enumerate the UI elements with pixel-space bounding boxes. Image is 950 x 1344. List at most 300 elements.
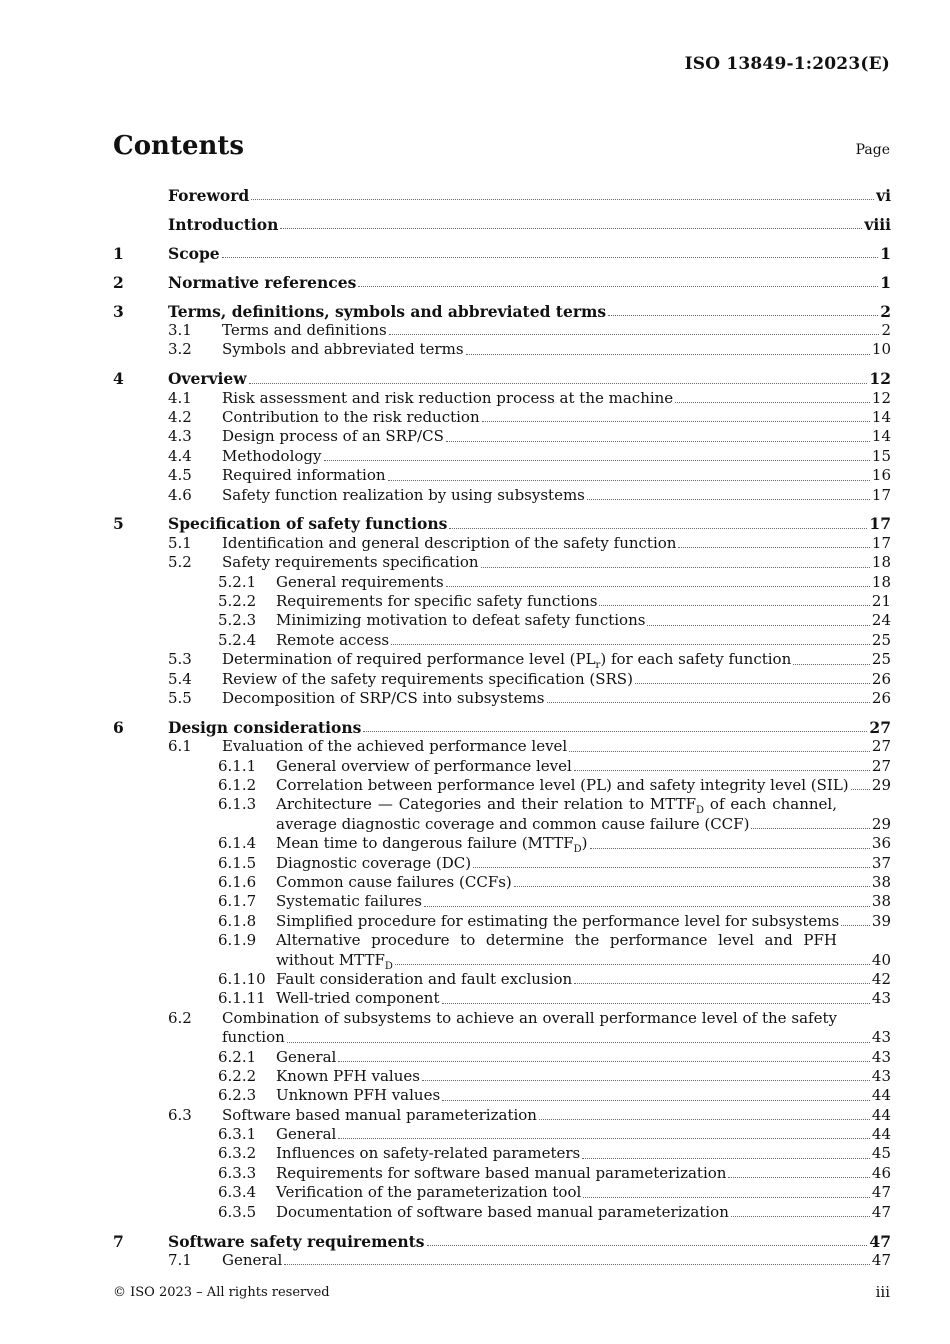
toc-entry-title bbox=[222, 689, 545, 708]
toc-entry-title bbox=[276, 1144, 580, 1163]
toc-entry-page: 47 bbox=[869, 1231, 891, 1251]
toc-entry-title-part: average diagnostic coverage and common cause failure (CCF) bbox=[276, 814, 750, 833]
page-title: Contents bbox=[113, 131, 245, 161]
toc-entry-page: 46 bbox=[871, 1163, 891, 1182]
toc-entry-page: 26 bbox=[871, 669, 891, 688]
dot-leader bbox=[442, 1100, 870, 1101]
toc-entry[interactable] bbox=[113, 514, 891, 533]
toc-entry-title-part: Mean time to dangerous failure (MTTF bbox=[276, 834, 574, 853]
toc-entry-page: 47 bbox=[871, 1183, 891, 1202]
toc-entry-page: 36 bbox=[871, 834, 891, 853]
toc-entry-title-part: Fault consideration and fault exclusion bbox=[276, 969, 573, 988]
toc-entry-line bbox=[222, 447, 891, 466]
dot-leader bbox=[608, 315, 878, 316]
toc-entry-title bbox=[222, 427, 444, 446]
toc-entry-title bbox=[276, 854, 471, 873]
toc-entry-line bbox=[222, 389, 891, 408]
toc-entry-title-part: function bbox=[222, 1028, 285, 1047]
toc-entry-title-part: Required information bbox=[222, 466, 386, 485]
toc-entry-title bbox=[222, 1106, 537, 1125]
toc-entry-line bbox=[276, 757, 891, 776]
toc-entry-title bbox=[276, 892, 422, 911]
toc-entry-line bbox=[222, 340, 891, 359]
dot-leader bbox=[363, 731, 867, 732]
toc-entry-number: 6.1.4 bbox=[218, 834, 257, 853]
toc-entry-number: 6.1.11 bbox=[218, 989, 266, 1008]
toc-entry-line bbox=[276, 1164, 891, 1183]
toc-entry-title-part: ) bbox=[581, 834, 588, 853]
toc-entry-title-part: General bbox=[276, 1125, 337, 1144]
dot-leader bbox=[751, 828, 869, 829]
toc-entry[interactable] bbox=[113, 892, 891, 911]
toc-entry-page: 38 bbox=[871, 892, 891, 911]
dot-leader bbox=[446, 586, 870, 587]
toc-entry-line bbox=[222, 1106, 891, 1125]
toc-entry[interactable] bbox=[113, 1028, 891, 1047]
toc-entry-page: 47 bbox=[871, 1250, 891, 1269]
toc-entry[interactable] bbox=[113, 553, 891, 572]
toc-entry-title bbox=[276, 1086, 440, 1105]
dot-leader bbox=[635, 683, 870, 684]
toc-entry-page: 43 bbox=[871, 1066, 891, 1085]
toc-entry-page: 27 bbox=[869, 717, 891, 737]
toc-entry[interactable] bbox=[113, 912, 891, 931]
toc-entry-title-part: Contribution to the risk reduction bbox=[222, 408, 480, 427]
toc-entry-title-part: Common cause failures (CCFs) bbox=[276, 873, 512, 891]
toc-entry[interactable] bbox=[113, 186, 891, 205]
toc-entry-title-part: Simplified procedure for estimating the performance level for subsystems bbox=[276, 911, 840, 930]
toc-entry-title bbox=[276, 912, 839, 931]
toc-entry-title-start bbox=[276, 795, 837, 817]
toc-entry-title-part: Unknown PFH values bbox=[276, 1086, 441, 1105]
toc-entry-title bbox=[222, 670, 633, 689]
toc-entry[interactable] bbox=[113, 1144, 891, 1163]
toc-entry-title bbox=[222, 1251, 282, 1270]
toc-entry-line bbox=[222, 1251, 891, 1270]
toc-entry-line bbox=[222, 534, 891, 553]
toc-entry-number: 6.3 bbox=[168, 1105, 192, 1124]
toc-entry-number: 6.2.1 bbox=[218, 1047, 257, 1066]
toc-entry-title bbox=[276, 573, 444, 592]
toc-entry-number: 5.2.3 bbox=[218, 611, 257, 630]
toc-entry-title bbox=[276, 1048, 336, 1067]
toc-entry-subscript: D bbox=[573, 844, 582, 856]
toc-entry-number: 5.4 bbox=[168, 669, 192, 688]
toc-entry-number: 6.1.7 bbox=[218, 892, 257, 911]
toc-entry-number: 3.1 bbox=[168, 320, 192, 339]
toc-entry-title bbox=[222, 447, 322, 466]
dot-leader bbox=[222, 257, 879, 258]
toc-entry[interactable] bbox=[113, 951, 891, 970]
toc-entry-page: 40 bbox=[871, 950, 891, 969]
toc-entry-line bbox=[276, 834, 891, 856]
toc-entry-number: 6 bbox=[113, 717, 124, 737]
toc-entry[interactable] bbox=[113, 486, 891, 505]
toc-entry-line bbox=[276, 1183, 891, 1202]
toc-entry-first-line[interactable] bbox=[113, 795, 891, 817]
toc-entry-title bbox=[276, 873, 512, 892]
toc-entry[interactable] bbox=[113, 592, 891, 611]
toc-entry-title-part: Scope bbox=[168, 243, 220, 263]
toc-entry[interactable] bbox=[113, 1251, 891, 1270]
toc-entry[interactable] bbox=[113, 1203, 891, 1222]
toc-entry[interactable] bbox=[113, 1125, 891, 1144]
dot-leader bbox=[647, 625, 869, 626]
dot-leader bbox=[442, 1003, 870, 1004]
toc-entry-title bbox=[222, 553, 479, 572]
toc-entry[interactable] bbox=[113, 244, 891, 263]
toc-entry-line bbox=[276, 1144, 891, 1163]
toc-entry[interactable] bbox=[113, 718, 891, 737]
toc-entry-page: 27 bbox=[871, 756, 891, 775]
toc-entry[interactable] bbox=[113, 408, 891, 427]
toc-entry-line bbox=[276, 1086, 891, 1105]
toc-entry-page: 2 bbox=[881, 320, 891, 339]
toc-entry[interactable] bbox=[113, 1183, 891, 1202]
toc-entry[interactable] bbox=[113, 989, 891, 1008]
toc-entry-title bbox=[222, 340, 464, 359]
toc-entry-page: 44 bbox=[871, 1125, 891, 1144]
dot-leader bbox=[249, 383, 868, 384]
toc-entry-number: 6.1.5 bbox=[218, 853, 257, 872]
toc-entry-title bbox=[222, 737, 567, 756]
toc-entry[interactable] bbox=[113, 1164, 891, 1183]
toc-entry-title bbox=[276, 1183, 581, 1202]
toc-entry-title-part: Overview bbox=[168, 369, 247, 389]
toc-entry[interactable] bbox=[113, 834, 891, 856]
toc-entry-number: 6.3.5 bbox=[218, 1202, 257, 1221]
toc-entry-page: 26 bbox=[871, 688, 891, 707]
toc-entry-title bbox=[168, 369, 247, 388]
toc-entry-title bbox=[222, 486, 585, 505]
dot-leader bbox=[395, 964, 870, 965]
toc-entry-line bbox=[276, 776, 891, 795]
toc-entry-number: 5.3 bbox=[168, 650, 192, 669]
toc-entry-page: 43 bbox=[871, 1028, 891, 1047]
page-column-label: Page bbox=[855, 142, 890, 158]
toc-entry-title-part: Correlation between performance level (PL) and safety integrity level (SIL) bbox=[276, 776, 849, 795]
toc-entry-title bbox=[168, 273, 356, 292]
table-of-contents bbox=[113, 186, 891, 1270]
dot-leader bbox=[590, 848, 870, 849]
toc-entry[interactable] bbox=[113, 670, 891, 689]
toc-entry-line bbox=[222, 466, 891, 485]
toc-entry-line bbox=[222, 553, 891, 572]
toc-entry-title-part: Influences on safety-related parameters bbox=[276, 1144, 581, 1163]
toc-entry[interactable] bbox=[113, 1067, 891, 1086]
dot-leader bbox=[287, 1042, 870, 1043]
toc-entry[interactable] bbox=[113, 273, 891, 292]
toc-entry-title bbox=[168, 718, 361, 737]
dot-leader bbox=[599, 605, 869, 606]
toc-entry[interactable] bbox=[113, 466, 891, 485]
toc-entry-number: 4.3 bbox=[168, 427, 192, 446]
toc-entry[interactable] bbox=[113, 427, 891, 446]
toc-entry-title bbox=[276, 611, 645, 630]
toc-entry-page: 39 bbox=[871, 911, 891, 930]
toc-entry-first-line[interactable] bbox=[113, 931, 891, 950]
toc-entry-title-part: of each channel, bbox=[704, 795, 837, 814]
toc-entry[interactable] bbox=[113, 447, 891, 466]
toc-entry-title-part: Normative references bbox=[168, 272, 357, 292]
toc-entry-title-part: Foreword bbox=[168, 186, 250, 205]
toc-entry-title-part: Alternative procedure to determine the performance level and PFH bbox=[276, 931, 837, 950]
toc-entry-line bbox=[276, 854, 891, 873]
dot-leader bbox=[587, 499, 870, 500]
toc-entry[interactable] bbox=[113, 689, 891, 708]
toc-entry-page: 47 bbox=[871, 1202, 891, 1221]
toc-entry-line bbox=[168, 215, 891, 234]
toc-entry-title bbox=[276, 834, 588, 856]
dot-leader bbox=[514, 886, 870, 887]
toc-entry-page: 43 bbox=[871, 989, 891, 1008]
dot-leader bbox=[481, 567, 870, 568]
toc-entry-title bbox=[168, 514, 447, 533]
toc-entry[interactable] bbox=[113, 757, 891, 776]
toc-entry-line bbox=[276, 592, 891, 611]
toc-entry-title-part: Design process of an SRP/CS bbox=[222, 427, 444, 446]
toc-entry[interactable] bbox=[113, 873, 891, 892]
toc-entry-title-part: Diagnostic coverage (DC) bbox=[276, 853, 472, 872]
toc-entry-title bbox=[222, 1028, 285, 1047]
toc-entry-number: 3 bbox=[113, 301, 124, 321]
dot-leader bbox=[389, 334, 880, 335]
toc-entry-page: 29 bbox=[871, 814, 891, 833]
toc-entry-number: 5.2.4 bbox=[218, 630, 257, 649]
toc-entry-line bbox=[276, 892, 891, 911]
toc-entry-line bbox=[276, 970, 891, 989]
toc-entry-number: 5 bbox=[113, 514, 124, 534]
toc-entry-title-part: Terms, definitions, symbols and abbreviated terms bbox=[168, 301, 607, 321]
toc-entry-page: 38 bbox=[871, 873, 891, 891]
page-number: iii bbox=[875, 1283, 890, 1301]
toc-entry-title-part: Terms and definitions bbox=[222, 320, 387, 339]
toc-entry-line bbox=[168, 302, 891, 321]
toc-entry-title bbox=[222, 321, 387, 340]
toc-entry-page: 18 bbox=[871, 553, 891, 572]
toc-entry-line bbox=[168, 718, 891, 737]
toc-entry-number: 1 bbox=[113, 243, 124, 263]
toc-entry[interactable] bbox=[113, 970, 891, 989]
toc-entry-page: 29 bbox=[871, 776, 891, 795]
toc-entry-number: 6.3.4 bbox=[218, 1183, 257, 1202]
toc-entry-title-part: Determination of required performance level (PL bbox=[222, 650, 596, 669]
toc-entry-number: 6.3.3 bbox=[218, 1163, 257, 1182]
toc-entry-title bbox=[222, 534, 676, 553]
toc-entry[interactable] bbox=[113, 1232, 891, 1251]
toc-entry-page: 25 bbox=[871, 650, 891, 669]
dot-leader bbox=[358, 286, 878, 287]
toc-entry-line bbox=[222, 650, 891, 672]
toc-entry-title bbox=[276, 776, 849, 795]
dot-leader bbox=[574, 983, 870, 984]
toc-entry-page: 16 bbox=[871, 466, 891, 485]
toc-entry-title-part: Documentation of software based manual parameterization bbox=[276, 1202, 729, 1221]
toc-entry-number: 6.1.8 bbox=[218, 911, 257, 930]
toc-entry-title-start bbox=[222, 1009, 837, 1028]
toc-entry-title bbox=[276, 757, 572, 776]
toc-entry-line bbox=[276, 573, 891, 592]
toc-entry-number: 6.1 bbox=[168, 737, 192, 756]
toc-entry-title-part: Requirements for specific safety functions bbox=[276, 592, 598, 611]
toc-entry-title-part: Architecture — Categories and their relation to MTTF bbox=[276, 795, 696, 814]
toc-entry-page: 27 bbox=[871, 737, 891, 756]
toc-entry-title bbox=[168, 215, 278, 234]
toc-entry-title-part: Design considerations bbox=[168, 717, 362, 737]
toc-entry-title-part: Systematic failures bbox=[276, 892, 423, 911]
toc-entry-title-part: Methodology bbox=[222, 446, 322, 465]
toc-entry-title-part: Software safety requirements bbox=[168, 1231, 425, 1251]
toc-entry[interactable] bbox=[113, 215, 891, 234]
toc-entry-page: 15 bbox=[871, 446, 891, 465]
dot-leader bbox=[574, 770, 870, 771]
toc-entry-number: 6.2.3 bbox=[218, 1086, 257, 1105]
dot-leader bbox=[284, 1264, 870, 1265]
toc-entry-number: 4.2 bbox=[168, 408, 192, 427]
toc-entry-number: 6.3.2 bbox=[218, 1144, 257, 1163]
toc-entry[interactable] bbox=[113, 737, 891, 756]
toc-entry[interactable] bbox=[113, 1106, 891, 1125]
toc-entry-title-part: Evaluation of the achieved performance level bbox=[222, 737, 568, 756]
toc-entry-title-part: General bbox=[276, 1047, 337, 1066]
toc-entry-page: 17 bbox=[869, 514, 891, 534]
toc-entry-line bbox=[276, 611, 891, 630]
toc-entry-title bbox=[276, 1164, 726, 1183]
toc-entry-page: 1 bbox=[880, 272, 891, 292]
toc-entry[interactable] bbox=[113, 815, 891, 834]
toc-entry-title-part: Risk assessment and risk reduction process at the machine bbox=[222, 388, 674, 407]
toc-entry-number: 4.5 bbox=[168, 466, 192, 485]
toc-entry-number: 7 bbox=[113, 1231, 124, 1251]
toc-entry[interactable] bbox=[113, 854, 891, 873]
toc-entry-number: 4.4 bbox=[168, 446, 192, 465]
toc-entry-title-part: Requirements for software based manual parameterization bbox=[276, 1163, 727, 1182]
toc-entry-line bbox=[276, 815, 891, 834]
toc-entry-number: 5.2.1 bbox=[218, 572, 257, 591]
toc-entry-line bbox=[276, 989, 891, 1008]
toc-entry-title-part: Symbols and abbreviated terms bbox=[222, 340, 464, 359]
toc-entry-title-part: Identification and general description of the safety function bbox=[222, 533, 677, 552]
toc-entry-title bbox=[276, 1067, 420, 1086]
toc-entry-title-start bbox=[276, 931, 837, 950]
dot-leader bbox=[466, 354, 870, 355]
toc-entry-line bbox=[222, 737, 891, 756]
toc-entry-title-part: Safety requirements specification bbox=[222, 553, 479, 572]
toc-entry-line bbox=[276, 1125, 891, 1144]
toc-entry[interactable] bbox=[113, 1086, 891, 1105]
toc-entry-title-part: Well-tried component bbox=[276, 989, 440, 1008]
toc-entry[interactable] bbox=[113, 534, 891, 553]
toc-entry[interactable] bbox=[113, 389, 891, 408]
toc-entry-page: 14 bbox=[871, 427, 891, 446]
toc-entry[interactable] bbox=[113, 302, 891, 321]
toc-entry[interactable] bbox=[113, 1048, 891, 1067]
dot-leader bbox=[422, 1080, 870, 1081]
toc-entry-line bbox=[168, 1232, 891, 1251]
toc-entry[interactable] bbox=[113, 631, 891, 650]
toc-entry-line bbox=[222, 1028, 891, 1047]
toc-entry-page: 21 bbox=[871, 592, 891, 611]
dot-leader bbox=[473, 867, 870, 868]
toc-entry-title bbox=[222, 650, 792, 672]
dot-leader bbox=[841, 925, 870, 926]
toc-entry[interactable] bbox=[113, 776, 891, 795]
dot-leader bbox=[446, 441, 870, 442]
toc-entry-title-part: Minimizing motivation to defeat safety functions bbox=[276, 611, 646, 630]
dot-leader bbox=[338, 1061, 870, 1062]
toc-entry-line bbox=[222, 427, 891, 446]
toc-entry-number: 5.5 bbox=[168, 688, 192, 707]
toc-entry-page: viii bbox=[864, 214, 891, 234]
toc-entry-page: 1 bbox=[880, 243, 891, 263]
toc-entry[interactable] bbox=[113, 321, 891, 340]
toc-entry-line bbox=[168, 244, 891, 263]
dot-leader bbox=[851, 789, 870, 790]
toc-entry-line bbox=[222, 321, 891, 340]
toc-entry-number: 4.6 bbox=[168, 485, 192, 504]
dot-leader bbox=[449, 528, 867, 529]
toc-entry-page: 42 bbox=[871, 969, 891, 988]
dot-leader bbox=[731, 1216, 870, 1217]
toc-entry-title bbox=[168, 186, 249, 205]
toc-entry-title bbox=[168, 302, 606, 321]
toc-entry-number: 5.2.2 bbox=[218, 592, 257, 611]
toc-entry-page: 12 bbox=[871, 388, 891, 407]
toc-entry-number: 6.1.3 bbox=[218, 795, 257, 814]
toc-entry-number: 4 bbox=[113, 369, 124, 389]
toc-entry-page: 17 bbox=[871, 485, 891, 504]
dot-leader bbox=[793, 664, 870, 665]
dot-leader bbox=[675, 402, 870, 403]
toc-entry-title bbox=[222, 408, 480, 427]
toc-entry-page: 2 bbox=[880, 301, 891, 321]
toc-entry-number: 4.1 bbox=[168, 388, 192, 407]
toc-entry[interactable] bbox=[113, 369, 891, 388]
toc-entry-first-line[interactable] bbox=[113, 1009, 891, 1028]
toc-entry-line bbox=[276, 912, 891, 931]
toc-entry-title bbox=[276, 1203, 729, 1222]
toc-entry-number: 2 bbox=[113, 272, 124, 292]
toc-entry-title bbox=[276, 1125, 336, 1144]
toc-entry-title-part: Known PFH values bbox=[276, 1066, 420, 1085]
toc-entry-title-part: Combination of subsystems to achieve an overall performance level of the safety bbox=[222, 1008, 837, 1027]
copyright-footer: © ISO 2023 – All rights reserved bbox=[113, 1285, 330, 1300]
toc-entry-line bbox=[276, 1067, 891, 1086]
toc-entry-line bbox=[276, 951, 891, 970]
dot-leader bbox=[678, 547, 869, 548]
toc-entry[interactable] bbox=[113, 650, 891, 672]
toc-entry-page: 44 bbox=[871, 1105, 891, 1124]
toc-entry-line bbox=[276, 873, 891, 892]
toc-entry-line bbox=[168, 514, 891, 533]
toc-entry-line bbox=[276, 1048, 891, 1067]
toc-entry-title bbox=[276, 631, 389, 650]
toc-entry-title bbox=[276, 592, 597, 611]
toc-entry-title bbox=[276, 951, 393, 970]
toc-entry-title-part: Verification of the parameterization tool bbox=[276, 1183, 582, 1202]
toc-entry-title-part: General overview of performance level bbox=[276, 756, 572, 775]
toc-entry-page: 43 bbox=[871, 1047, 891, 1066]
toc-entry-subscript: r bbox=[595, 660, 601, 672]
toc-entry[interactable] bbox=[113, 340, 891, 359]
toc-entry[interactable] bbox=[113, 573, 891, 592]
dot-leader bbox=[728, 1177, 869, 1178]
toc-entry-title-part: Safety function realization by using subsystems bbox=[222, 485, 585, 504]
toc-entry-page: 18 bbox=[871, 572, 891, 591]
dot-leader bbox=[424, 906, 870, 907]
toc-entry[interactable] bbox=[113, 611, 891, 630]
toc-entry-title bbox=[222, 466, 386, 485]
